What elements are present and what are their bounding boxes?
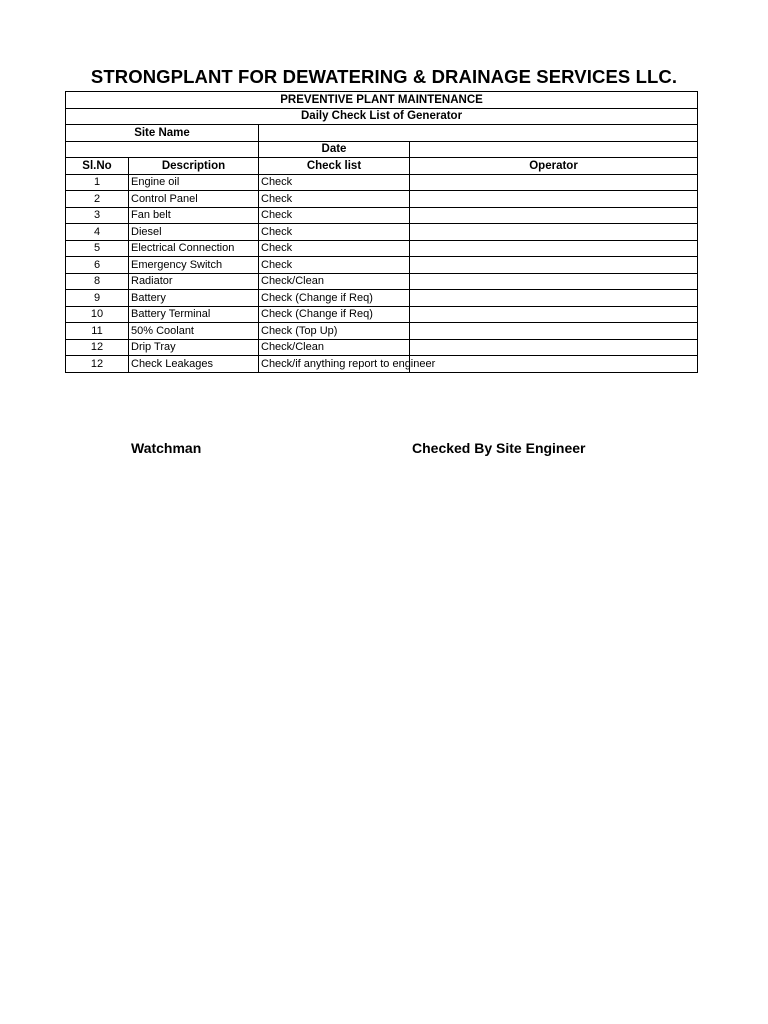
column-header-operator: Operator bbox=[410, 158, 698, 175]
row-description: Battery Terminal bbox=[129, 306, 259, 323]
table-row bbox=[66, 240, 698, 257]
date-label: Date bbox=[259, 141, 410, 158]
row-description: Radiator bbox=[129, 273, 259, 290]
row-description: Drip Tray bbox=[129, 339, 259, 356]
row-check: Check bbox=[259, 207, 410, 224]
column-header-slno: Sl.No bbox=[66, 158, 129, 175]
row-description: Control Panel bbox=[129, 191, 259, 208]
plant-maintenance-heading: PREVENTIVE PLANT MAINTENANCE bbox=[66, 92, 698, 109]
table-row bbox=[66, 273, 698, 290]
row-description: Diesel bbox=[129, 224, 259, 241]
row-check: Check bbox=[259, 174, 410, 191]
row-number: 8 bbox=[66, 273, 129, 290]
row-operator-cell[interactable] bbox=[410, 174, 698, 191]
date-row-blank bbox=[66, 141, 259, 158]
row-operator-cell[interactable] bbox=[410, 323, 698, 340]
row-number: 9 bbox=[66, 290, 129, 307]
table-row bbox=[66, 290, 698, 307]
row-check: Check/Clean bbox=[259, 339, 410, 356]
row-check: Check (Change if Req) bbox=[259, 290, 410, 307]
table-row bbox=[66, 224, 698, 241]
row-description: Electrical Connection bbox=[129, 240, 259, 257]
row-description: Emergency Switch bbox=[129, 257, 259, 274]
column-header-description: Description bbox=[129, 158, 259, 175]
row-check: Check/if anything report to engineer bbox=[259, 356, 410, 373]
date-value[interactable] bbox=[410, 141, 698, 158]
row-check: Check bbox=[259, 191, 410, 208]
row-check: Check (Top Up) bbox=[259, 323, 410, 340]
row-operator-cell[interactable] bbox=[410, 191, 698, 208]
site-name-label: Site Name bbox=[66, 125, 259, 142]
row-check: Check bbox=[259, 240, 410, 257]
row-description: Engine oil bbox=[129, 174, 259, 191]
date-row bbox=[66, 141, 698, 158]
row-operator-cell[interactable] bbox=[410, 356, 698, 373]
table-row bbox=[66, 306, 698, 323]
subtitle-row bbox=[66, 92, 698, 109]
company-title: STRONGPLANT FOR DEWATERING & DRAINAGE SERVICES LLC. bbox=[90, 66, 678, 87]
row-operator-cell[interactable] bbox=[410, 339, 698, 356]
table-row bbox=[66, 207, 698, 224]
generator-checklist-table bbox=[65, 91, 698, 373]
table-row bbox=[66, 174, 698, 191]
row-check: Check bbox=[259, 257, 410, 274]
table-row bbox=[66, 356, 698, 373]
table-row bbox=[66, 339, 698, 356]
watchman-signature-label: Watchman bbox=[131, 440, 202, 456]
column-header-row bbox=[66, 158, 698, 175]
row-check: Check bbox=[259, 224, 410, 241]
row-description: Fan belt bbox=[129, 207, 259, 224]
row-number: 10 bbox=[66, 306, 129, 323]
row-description: Check Leakages bbox=[129, 356, 259, 373]
row-check: Check/Clean bbox=[259, 273, 410, 290]
site-name-value[interactable] bbox=[259, 125, 698, 142]
site-name-row bbox=[66, 125, 698, 142]
form-title-row bbox=[66, 108, 698, 125]
row-number: 3 bbox=[66, 207, 129, 224]
column-header-checklist: Check list bbox=[259, 158, 410, 175]
form-title: Daily Check List of Generator bbox=[66, 108, 698, 125]
site-engineer-signature-label: Checked By Site Engineer bbox=[412, 440, 586, 456]
row-operator-cell[interactable] bbox=[410, 240, 698, 257]
row-operator-cell[interactable] bbox=[410, 290, 698, 307]
table-row bbox=[66, 257, 698, 274]
row-operator-cell[interactable] bbox=[410, 257, 698, 274]
table-row bbox=[66, 323, 698, 340]
row-number: 12 bbox=[66, 339, 129, 356]
row-description: Battery bbox=[129, 290, 259, 307]
row-number: 12 bbox=[66, 356, 129, 373]
row-operator-cell[interactable] bbox=[410, 273, 698, 290]
row-number: 4 bbox=[66, 224, 129, 241]
row-operator-cell[interactable] bbox=[410, 207, 698, 224]
row-number: 11 bbox=[66, 323, 129, 340]
row-number: 6 bbox=[66, 257, 129, 274]
row-number: 1 bbox=[66, 174, 129, 191]
row-number: 2 bbox=[66, 191, 129, 208]
row-description: 50% Coolant bbox=[129, 323, 259, 340]
row-operator-cell[interactable] bbox=[410, 224, 698, 241]
row-operator-cell[interactable] bbox=[410, 306, 698, 323]
row-number: 5 bbox=[66, 240, 129, 257]
table-row bbox=[66, 191, 698, 208]
row-check: Check (Change if Req) bbox=[259, 306, 410, 323]
